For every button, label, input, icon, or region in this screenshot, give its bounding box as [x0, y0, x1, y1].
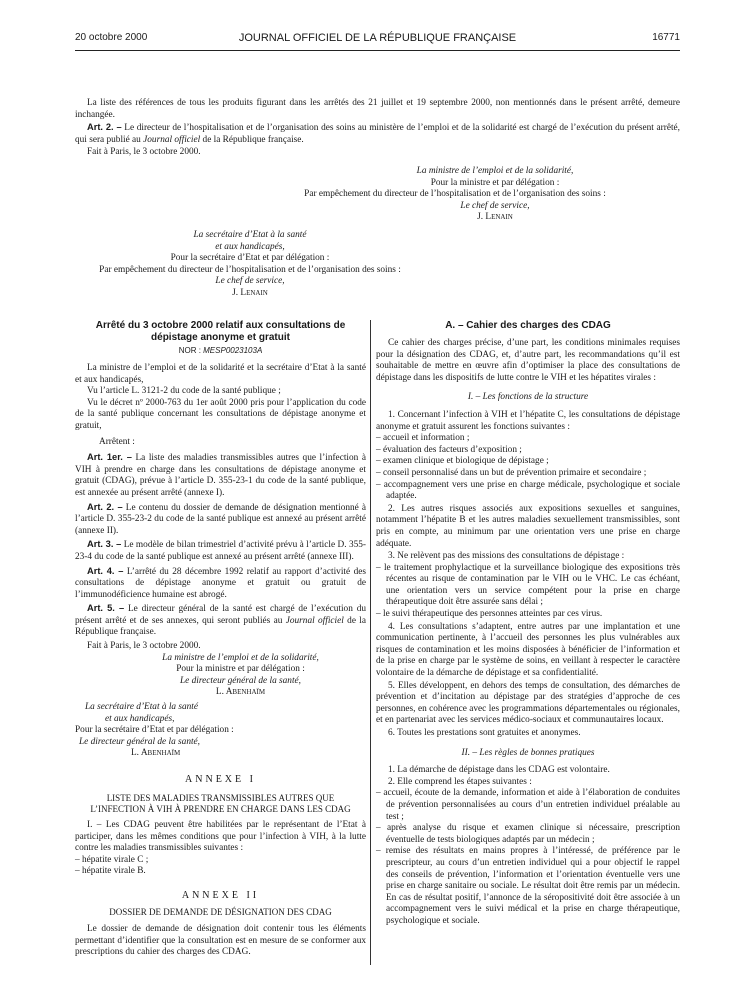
article-label: Art. 2. – — [87, 122, 122, 133]
annex-2-text: Le dossier de demande de désignation doit contenir tous les éléments permettant d’identifier que la consultation est en mesure de se conformer aux prescriptions du cahier des charges des CDAG. — [75, 923, 366, 958]
point-5: 5. Elles développent, en dehors des temps de consultation, des démarches de prévention et d’incitation au dépistage par des stratégies d’approche de ces personnes, en cohérence avec les programmations départementales ou régionales, et en partenariat avec les services médico-sociaux et communautaires locaux. — [376, 680, 680, 726]
arretent: Arrêtent : — [99, 436, 135, 447]
top-section — [75, 98, 680, 159]
section-2-title: II. – Les règles de bonnes pratiques — [461, 747, 595, 758]
list-item: – hépatite virale C ; — [75, 854, 149, 865]
nor-reference: NOR : MESP0023103A — [178, 346, 263, 355]
rule-1: 1. La démarche de dépistage dans les CDAG est volontaire. — [388, 765, 610, 776]
top-paragraph: La liste des références de tous les produits figurant dans les arrêtés des 21 juillet et 19 septembre 2000, non mentionnés dans le présent arrêté, demeure inchangée. — [75, 98, 680, 120]
page-header — [75, 32, 680, 46]
header-date: 20 octobre 2000 — [75, 32, 148, 43]
point-6: 6. Toutes les prestations sont gratuites et anonymes. — [388, 728, 581, 738]
exclusions-list — [376, 563, 680, 621]
column-divider — [370, 320, 371, 965]
left-signature-2: La secrétaire d’Etat à la santé et aux handicapés, Pour la secrétaire d’Etat et par délégation : Le directeur général de la santé, L. Abenhaïm — [75, 702, 234, 759]
charter-intro: Ce cahier des charges précise, d’une part, les conditions minimales requises pour la désignation des CDAG, et, d’autre part, les recommandations qu’il est souhaitable de mettre en œuvre afin d’optimiser la place des consultations de dépistage dans les dispositifs de lutte contre le VIH et les hépatites virales : — [376, 338, 680, 383]
right-column — [376, 320, 680, 928]
top-article-2: Art. 2. – Le directeur de l’hospitalisation et de l’organisation des soins au ministère de l’emploi et de la solidarité est chargé de l’exécution du présent arrêté, qui sera publié au Journal officiel de la République française. — [75, 122, 680, 145]
left-signature-1: La ministre de l’emploi et de la solidarité, Pour la ministre et par délégation : Le directeur général de la santé, L. Abenhaïm — [162, 652, 319, 698]
list-item: – remise des résultats en mains propres à l’intéressé, de préférence par le prescripteur, au cours d’un entretien individuel qui a pour objectif le rappel des conseils de prévention, l’information et l’orientation éventuelle vers une prise en charge sanitaire ou sociale. Le résultat doit être remis par un médecin. En cas de résultat positif, l’annonce de la séropositivité doit être associée à un accompagnement vers le suivi médical et la prise en charge thérapeutique, psychologique et sociale. — [376, 846, 680, 926]
functions-list — [376, 433, 680, 503]
annex-2-heading: ANNEXE II — [181, 889, 260, 901]
point-4: 4. Les consultations s’adaptent, entre autres par une implantation et une communication pertinente, à l’accueil des personnes les plus vulnérables aux risques de contamination et les moins disposées à bénéficier de l’information et de la prise en charge par le système de soins, en veillant à respecter le caractère volontaire de la démarche de dépistage et sa confidentialité. — [376, 621, 680, 679]
annex-1-heading: ANNEXE I — [185, 774, 256, 785]
steps-list — [376, 788, 680, 927]
list-item: – hépatite virale B. — [75, 866, 146, 877]
list-item: – accompagnement vers une prise en charge médicale, psychologique et sociale adaptée. — [376, 479, 680, 502]
journal-title: JOURNAL OFFICIEL DE LA RÉPUBLIQUE FRANÇAISE — [238, 32, 517, 44]
list-item: – accueil et information ; — [376, 433, 470, 444]
point-2: 2. Les autres risques associés aux expositions sexuelles et sanguines, notamment l’hépatite B et les autres maladies sexuellement transmissibles, sont pris en compte, au minimum par une orientation vers une prise en charge adéquate. — [376, 503, 680, 549]
point-3: 3. Ne relèvent pas des missions des consultations de dépistage : — [388, 551, 625, 562]
charter-title: A. – Cahier des charges des CDAG — [445, 320, 611, 331]
annex-2-title: DOSSIER DE DEMANDE DE DÉSIGNATION DES CDAG — [109, 906, 332, 917]
left-fait: Fait à Paris, le 3 octobre 2000. — [87, 641, 201, 652]
header-rule — [75, 50, 680, 51]
decree-title: Arrêté du 3 octobre 2000 relatif aux consultations de dépistage anonyme et gratuit — [95, 320, 346, 343]
article-3: Art. 3. – Le modèle de bilan trimestriel d’activité prévu à l’article D. 355-23-4 du code de la santé publique est annexé au présent arrêté (annexe III). — [75, 539, 366, 562]
list-item: – le traitement prophylactique et la surveillance biologique des expositions très récentes au risque de contamination par le VIH ou le VHC. Le cas échéant, une orientation vers un service compétent pour la prise en charge thérapeutique doit être assurée sans délai ; — [376, 562, 680, 608]
article-5: Art. 5. – Le directeur général de la santé est chargé de l’exécution du présent arrêté et de ses annexes, qui seront publiés au Journal officiel de la République française. — [75, 603, 366, 638]
rule-2: 2. Elle comprend les étapes suivantes : — [388, 776, 532, 787]
list-item: – conseil personnalisé dans un but de prévention primaire et secondaire ; — [376, 467, 647, 478]
signature-block-2: La secrétaire d’Etat à la santé et aux handicapés, Pour la secrétaire d’Etat et par délégation : Par empêchement du directeur de l’hospitalisation et de l’organisation des soins : Le chef de service, J. Lenain — [99, 230, 401, 298]
article-4: Art. 4. – L’arrêté du 28 décembre 1992 relatif au rapport d’activité des consultations de dépistage anonyme et gratuit ou gratuit de l’immunodéficience humaine est abrogé. — [75, 565, 366, 600]
point-1: 1. Concernant l’infection à VIH et l’hépatite C, les consultations de dépistage anonyme et gratuit assurent les fonctions suivantes : — [376, 409, 680, 432]
list-item: – accueil, écoute de la demande, information et aide à l’élaboration de conduites de prévention personnalisées au cours d’un entretien individuel préalable au test ; — [376, 788, 680, 822]
annex-1-list — [75, 855, 366, 878]
visa-2: Vu le décret nº 2000-763 du 1er août 2000 pris pour l’application du code de la santé publique concernant les consultations de dépistage anonyme et gratuit, — [75, 397, 366, 431]
visa-1: Vu l’article L. 3121-2 du code de la santé publique ; — [87, 386, 281, 397]
article-2: Art. 2. – Le contenu du dossier de demande de désignation mentionné à l’article D. 355-23-2 du code de la santé publique est annexé au présent arrêté (annexe II). — [75, 501, 367, 536]
signature-block-1: La ministre de l’emploi et de la solidarité, Pour la ministre et par délégation : Par empêchement du directeur de l’hospitalisation et de l’organisation des soins : Le chef de service, J. Lenain — [304, 166, 606, 223]
preamble: La ministre de l’emploi et de la solidarité et la secrétaire d’Etat à la santé et aux handicapés, — [75, 363, 366, 385]
article-1: Art. 1er. – La liste des maladies transmissibles autres que l’infection à VIH à prendre en charge dans les consultations de dépistage anonyme et gratuit (CDAG), prévue à l’article D. 355-23-1 du code de la santé publique, est annexée au présent arrêté (annexe I). — [75, 452, 366, 498]
top-fait: Fait à Paris, le 3 octobre 2000. — [87, 147, 201, 158]
page-number: 16771 — [652, 32, 680, 43]
list-item: – examen clinique et biologique de dépistage ; — [376, 456, 549, 467]
list-item: – le suivi thérapeutique des personnes atteintes par ces virus. — [376, 609, 603, 620]
annex-1-text: I. – Les CDAG peuvent être habilitées par le représentant de l’Etat à participer, dans les mêmes conditions que pour l’infection à VIH, à la lutte contre les maladies transmissibles suivantes : — [75, 820, 366, 854]
annex-1-title: LISTE DES MALADIES TRANSMISSIBLES AUTRES QUE L’INFECTION À VIH À PRENDRE EN CHARGE DANS LES CDAG — [90, 793, 351, 814]
list-item: – évaluation des facteurs d’exposition ; — [376, 444, 522, 455]
list-item: – après analyse du risque et examen clinique si nécessaire, prescription éventuelle de tests biologiques adaptés par un médecin ; — [376, 823, 680, 845]
section-1-title: I. – Les fonctions de la structure — [467, 392, 589, 403]
left-column — [75, 320, 366, 959]
